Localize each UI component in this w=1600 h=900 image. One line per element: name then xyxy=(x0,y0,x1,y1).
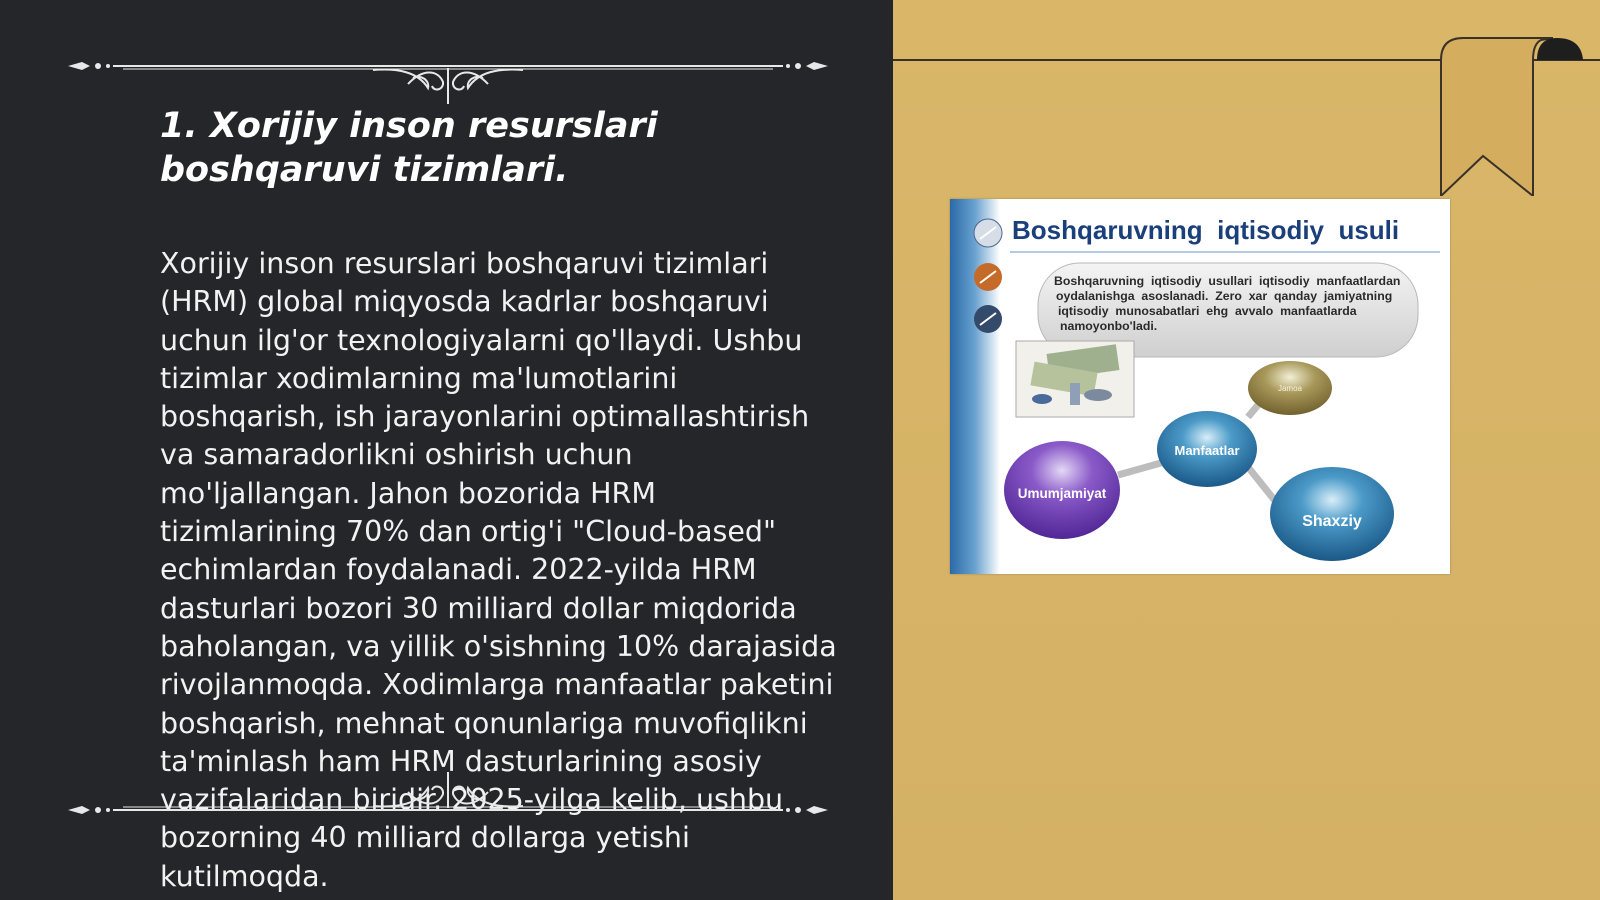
svg-text:Manfaatlar: Manfaatlar xyxy=(1174,443,1240,458)
ornament-divider-bottom-icon xyxy=(68,772,828,828)
bookmark-ribbon-icon xyxy=(1433,36,1593,196)
bubble-umumjamiyat xyxy=(1004,441,1120,539)
callout-line-1: Boshqaruvning iqtisodiy usullari iqtisodiy manfaatlardan xyxy=(1054,274,1401,288)
bubble-shaxziy xyxy=(1270,467,1394,561)
bubble-jamoa xyxy=(1248,361,1332,415)
svg-text:Jamoa: Jamoa xyxy=(1277,384,1303,393)
person-icon xyxy=(974,219,1002,333)
money-photo-icon xyxy=(1016,341,1134,417)
embedded-slide-image xyxy=(950,199,1450,574)
slide-title: 1. Xorijiy inson resurslari boshqaruvi tizimlari. xyxy=(160,106,658,190)
ornament-divider-top-icon xyxy=(68,48,828,104)
callout-line-3: iqtisodiy munosabatlari ehg avvalo manfaatlarda xyxy=(1058,304,1357,318)
slide-body-text: Xorijiy inson resurslari boshqaruvi tizimlari (HRM) global miqyosda kadrlar boshqaruvi uchun ilg'or texnologiyalarni qo'llaydi. Ushbu tizimlar xodimlarning ma'lumotlarini boshqarish, ish jarayonlarini optimallashtirish va samaradorlikni oshirish uchun mo'ljallangan. Jahon bozorida HRM tizimlarining 70% dan ortig'i "Cloud-based" echimlardan foydalanadi. 2022-yilda HRM dasturlari bozori 30 milliard dollar miqdorida baholangan, va yillik o'sishning 10% darajasida rivojlanmoqda. Xodimlarga manfaatlar paketini boshqarish, mehnat qonunlariga muvofiqlikni ta'minlash ham HRM dasturlarining asosiy vazifalaridan biridir. 2025-yilga kelib, ushbu bozorning 40 milliard dollarga yetishi kutilmoqda. xyxy=(160,247,837,893)
callout-line-2: oydalanishga asoslanadi. Zero xar qanday jamiyatning xyxy=(1056,289,1393,303)
svg-text:Umumjamiyat: Umumjamiyat xyxy=(1017,486,1107,501)
callout-line-4: namoyonbo'ladi. xyxy=(1060,319,1158,333)
embedded-heading: Boshqaruvning iqtisodiy usuli xyxy=(1012,215,1400,245)
bubble-manfaatlar xyxy=(1157,411,1257,487)
svg-text:Shaxziy: Shaxziy xyxy=(1302,513,1362,530)
